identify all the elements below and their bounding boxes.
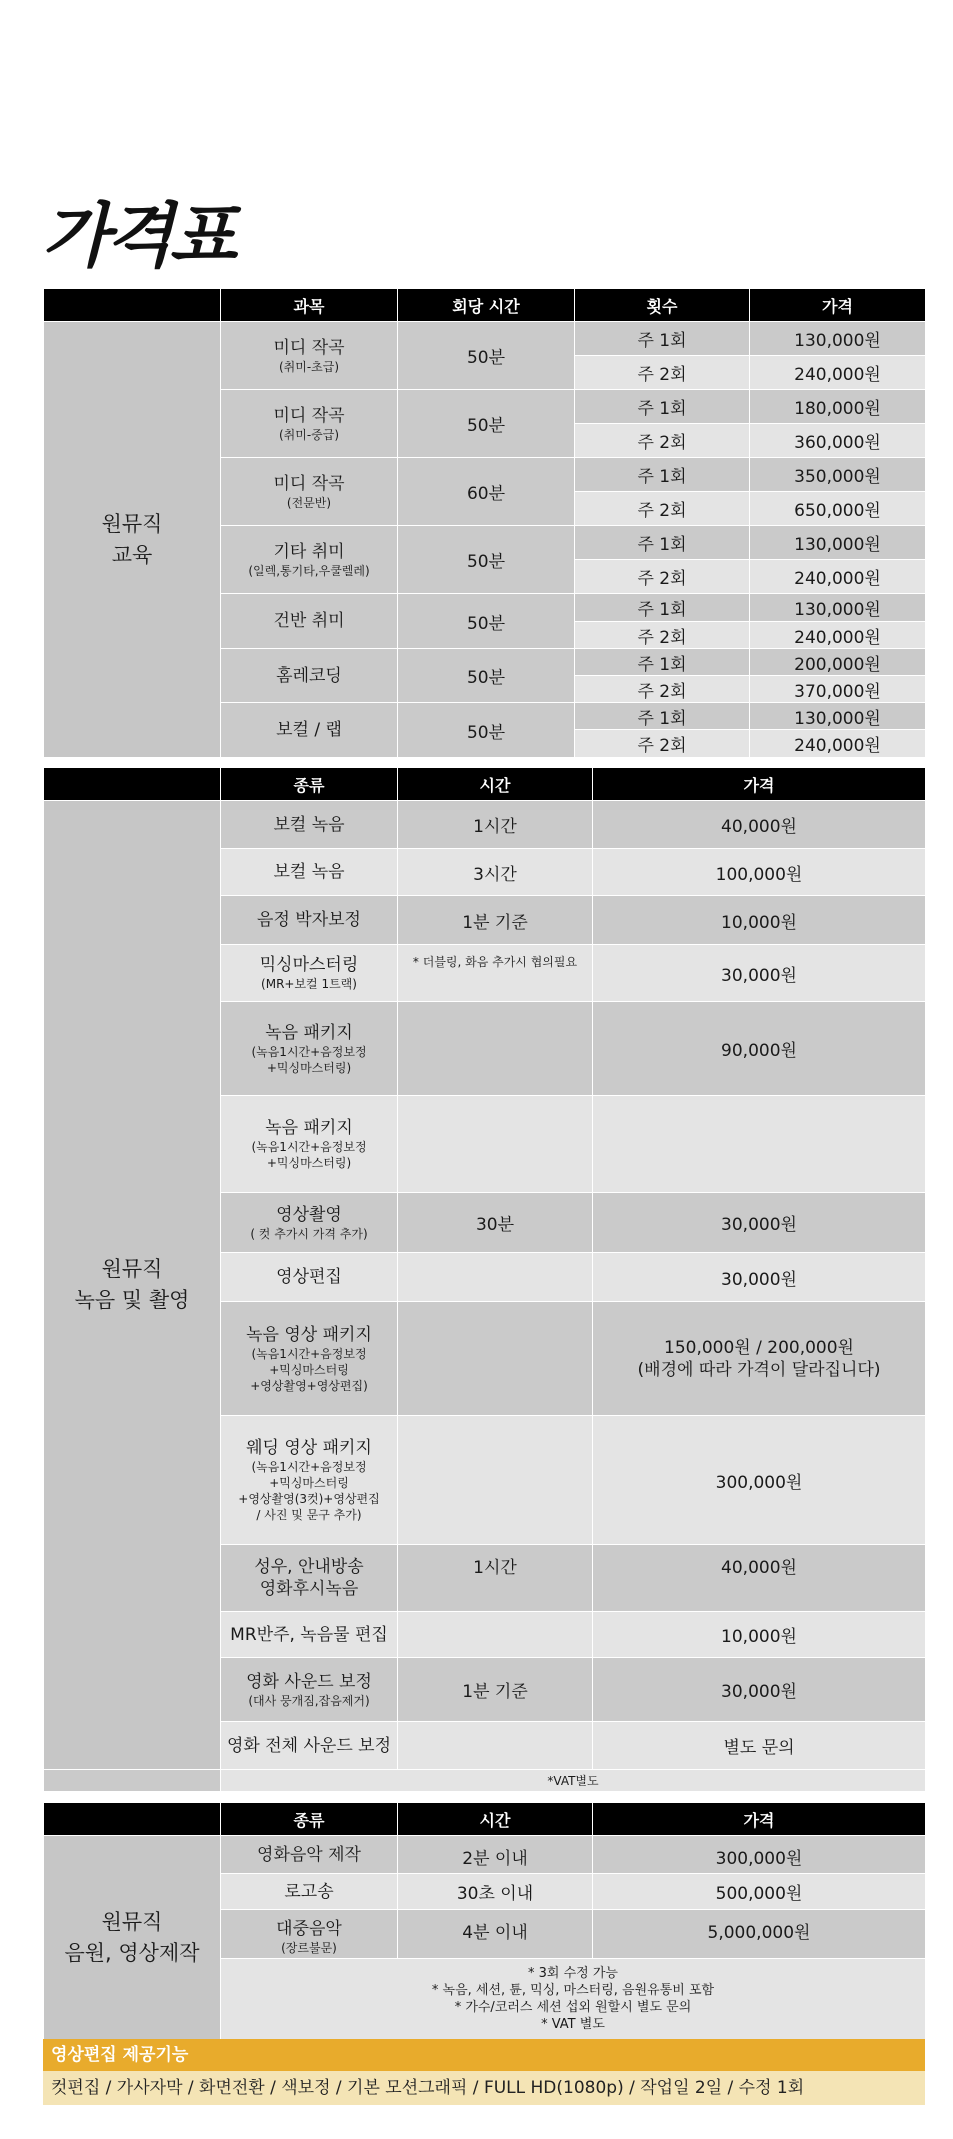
course-price: 240,000원	[750, 622, 926, 649]
service-price: 별도 문의	[593, 1722, 926, 1770]
course-sub: (취미-중급)	[278, 427, 340, 442]
course-name: 홈레코딩	[276, 665, 342, 686]
service-name: 보컬 녹음	[273, 814, 345, 835]
service-time-empty	[398, 1612, 593, 1658]
course-name-cell	[221, 649, 398, 703]
header-session-time: 회당 시간	[398, 289, 575, 322]
service-name-cell	[221, 1722, 398, 1770]
service-name-cell	[221, 1302, 398, 1416]
service-time: 1분 기준	[398, 896, 593, 945]
header-subject: 과목	[221, 289, 398, 322]
course-frequency: 주 1회	[575, 594, 750, 622]
service-price: 30,000원	[593, 1658, 926, 1722]
course-frequency: 주 2회	[575, 424, 750, 458]
service-name: 믹싱마스터링	[259, 955, 359, 975]
course-name-cell	[221, 322, 398, 390]
video-edit-title-bar: 영상편집 제공기능	[43, 2039, 925, 2071]
service-name-2: 영화후시녹음	[259, 1579, 359, 1599]
category-line-2: 녹음 및 촬영	[74, 1288, 190, 1312]
course-price: 240,000원	[750, 356, 926, 390]
service-name-cell	[221, 1096, 398, 1193]
service-name: 영상촬영	[276, 1204, 342, 1225]
product-name: 로고송	[284, 1881, 334, 1902]
production-notes	[221, 1959, 926, 2040]
video-edit-features: 컷편집 / 가사자막 / 화면전환 / 색보정 / 기본 모션그래픽 / FULL HD(1080p) / 작업일 2일 / 수정 1회	[43, 2071, 925, 2105]
service-price: 10,000원	[593, 1612, 926, 1658]
product-name-cell	[221, 1836, 398, 1874]
course-price: 130,000원	[750, 322, 926, 356]
service-price: 150,000원 / 200,000원	[664, 1337, 854, 1358]
category-line-1: 원뮤직	[101, 1909, 163, 1934]
course-price: 130,000원	[750, 526, 926, 560]
service-price-note: (배경에 따라 가격이 달라집니다)	[637, 1359, 881, 1380]
note-line: * 녹음, 세션, 튠, 믹싱, 마스터링, 음원유통비 포함	[431, 1983, 715, 1998]
course-sub: (일렉,통기타,우쿨렐레)	[248, 563, 370, 578]
course-name-cell	[221, 703, 398, 758]
service-name: 웨딩 영상 패키지	[246, 1438, 372, 1458]
header-frequency: 횟수	[575, 289, 750, 322]
course-price: 370,000원	[750, 676, 926, 703]
service-name: 영화 전체 사운드 보정	[226, 1735, 391, 1756]
course-sub: (취미-초급)	[278, 359, 340, 374]
header-time: 시간	[398, 768, 593, 801]
course-name: 보컬 / 랩	[276, 720, 342, 740]
category-line-1: 원뮤직	[101, 1257, 163, 1281]
service-sub: +영상촬영+영상편집)	[250, 1378, 368, 1393]
course-name-cell	[221, 458, 398, 526]
recording-price-table	[43, 767, 926, 1792]
service-name: 영상편집	[276, 1267, 342, 1287]
header-type: 종류	[221, 768, 398, 801]
education-price-table	[43, 288, 926, 758]
service-name-cell	[221, 849, 398, 896]
course-name: 건반 취미	[273, 611, 345, 631]
category-line-1: 원뮤직	[101, 511, 163, 536]
product-time: 2분 이내	[398, 1836, 593, 1874]
category-line-2: 음원, 영상제작	[64, 1940, 200, 1965]
table-header-blank	[44, 768, 221, 801]
service-sub: (녹음1시간+음정보정	[251, 1460, 367, 1474]
course-time: 50분	[398, 322, 575, 390]
service-name-cell	[221, 1253, 398, 1302]
education-category	[44, 322, 221, 758]
service-time: 3시간	[398, 849, 593, 896]
service-name-cell	[221, 896, 398, 945]
vat-blank	[44, 1770, 221, 1792]
service-price-empty	[593, 1096, 926, 1193]
service-name-cell	[221, 1545, 398, 1612]
course-frequency: 주 1회	[575, 649, 750, 676]
service-name-cell	[221, 1193, 398, 1253]
product-time: 4분 이내	[398, 1910, 593, 1959]
course-frequency: 주 1회	[575, 703, 750, 730]
course-frequency: 주 2회	[575, 492, 750, 526]
service-name-cell	[221, 945, 398, 1002]
service-price: 40,000원	[593, 1545, 926, 1612]
course-name: 미디 작곡	[273, 337, 345, 358]
product-price: 500,000원	[593, 1874, 926, 1910]
course-price: 200,000원	[750, 649, 926, 676]
service-name-cell	[221, 1002, 398, 1096]
service-sub: (녹음1시간+음정보정	[251, 1140, 367, 1154]
course-time: 50분	[398, 649, 575, 703]
service-sub: +믹싱마스터링	[269, 1476, 349, 1490]
product-name: 대중음악	[276, 1919, 342, 1939]
service-name-cell	[221, 1416, 398, 1545]
service-sub: +믹싱마스터링	[269, 1362, 349, 1377]
service-time-empty	[398, 1302, 593, 1416]
course-sub: (전문반)	[286, 495, 332, 510]
service-name: MR반주, 녹음물 편집	[230, 1624, 388, 1645]
course-frequency: 주 2회	[575, 676, 750, 703]
course-name-cell	[221, 390, 398, 458]
service-sub: +믹싱마스터링)	[266, 1156, 352, 1170]
service-sub: +영상촬영(3컷)+영상편집	[238, 1492, 380, 1506]
course-frequency: 주 2회	[575, 560, 750, 594]
service-time: 1분 기준	[398, 1658, 593, 1722]
service-time-empty	[398, 1416, 593, 1545]
course-price: 350,000원	[750, 458, 926, 492]
product-price: 5,000,000원	[593, 1910, 926, 1959]
header-price: 가격	[750, 289, 926, 322]
note-line: * VAT 별도	[541, 2017, 605, 2032]
header-type: 종류	[221, 1803, 398, 1836]
course-frequency: 주 2회	[575, 730, 750, 758]
service-time: 1시간	[398, 801, 593, 849]
service-price-cell	[593, 1302, 926, 1416]
service-name-cell	[221, 1658, 398, 1722]
service-time-empty	[398, 1002, 593, 1096]
course-price: 240,000원	[750, 730, 926, 758]
course-name: 기타 취미	[273, 541, 345, 562]
production-price-table	[43, 1802, 926, 2040]
service-name: 성우, 안내방송	[254, 1557, 364, 1577]
course-frequency: 주 2회	[575, 622, 750, 649]
recording-category	[44, 801, 221, 1770]
service-name: 영화 사운드 보정	[246, 1671, 372, 1692]
service-price: 30,000원	[593, 945, 926, 1002]
course-frequency: 주 2회	[575, 356, 750, 390]
course-price: 180,000원	[750, 390, 926, 424]
note-line: * 가수/코러스 세션 섭외 원할시 별도 문의	[454, 2000, 692, 2015]
service-name: 음정 박자보정	[257, 910, 361, 930]
service-name-cell	[221, 801, 398, 849]
course-name: 미디 작곡	[273, 405, 345, 426]
course-frequency: 주 1회	[575, 458, 750, 492]
course-time: 50분	[398, 390, 575, 458]
service-price: 90,000원	[593, 1002, 926, 1096]
service-name-cell	[221, 1612, 398, 1658]
service-sub: +믹싱마스터링)	[266, 1060, 352, 1075]
course-price: 240,000원	[750, 560, 926, 594]
table-header-blank	[44, 289, 221, 322]
page-title: 가격표	[42, 195, 233, 277]
product-name-cell	[221, 1874, 398, 1910]
service-time-empty	[398, 1722, 593, 1770]
course-price: 650,000원	[750, 492, 926, 526]
course-price: 360,000원	[750, 424, 926, 458]
course-frequency: 주 1회	[575, 322, 750, 356]
service-price: 30,000원	[593, 1253, 926, 1302]
course-name-cell	[221, 594, 398, 649]
vat-note: *VAT별도	[221, 1770, 926, 1792]
service-sub: (녹음1시간+음정보정	[251, 1044, 367, 1059]
category-line-2: 교육	[111, 542, 153, 567]
course-price: 130,000원	[750, 594, 926, 622]
course-frequency: 주 1회	[575, 526, 750, 560]
service-sub: (MR+보컬 1트랙)	[261, 977, 357, 991]
course-price: 130,000원	[750, 703, 926, 730]
course-frequency: 주 1회	[575, 390, 750, 424]
product-price: 300,000원	[593, 1836, 926, 1874]
service-sub: (녹음1시간+음정보정	[251, 1346, 367, 1361]
service-price: 100,000원	[593, 849, 926, 896]
service-sub: / 사진 및 문구 추가)	[256, 1508, 362, 1522]
header-price: 가격	[593, 1803, 926, 1836]
table-header-blank	[44, 1803, 221, 1836]
service-sub: ( 컷 추가시 가격 추가)	[250, 1226, 368, 1241]
service-name: 녹음 패키지	[265, 1118, 353, 1138]
service-time-empty	[398, 1253, 593, 1302]
service-price: 30,000원	[593, 1193, 926, 1253]
course-name-cell	[221, 526, 398, 594]
course-time: 50분	[398, 526, 575, 594]
course-name: 미디 작곡	[273, 473, 345, 494]
note-line: * 3회 수정 가능	[528, 1966, 618, 1981]
service-time-empty	[398, 1096, 593, 1193]
service-time: 30분	[398, 1193, 593, 1253]
product-name-cell	[221, 1910, 398, 1959]
service-price: 10,000원	[593, 896, 926, 945]
product-sub: (장르불문)	[281, 1941, 337, 1955]
service-price: 300,000원	[593, 1416, 926, 1545]
service-name: 녹음 영상 패키지	[246, 1324, 372, 1345]
service-name: 보컬 녹음	[273, 862, 345, 882]
course-time: 50분	[398, 703, 575, 758]
production-category	[44, 1836, 221, 2040]
product-time: 30초 이내	[398, 1874, 593, 1910]
header-time: 시간	[398, 1803, 593, 1836]
service-sub: (대사 뭉개짐,잡음제거)	[248, 1693, 370, 1708]
service-price: 40,000원	[593, 801, 926, 849]
course-time: 60분	[398, 458, 575, 526]
course-time: 50분	[398, 594, 575, 649]
service-name: 녹음 패키지	[265, 1022, 353, 1043]
service-time: 1시간	[398, 1545, 593, 1612]
service-note: * 더블링, 화음 추가시 협의필요	[398, 945, 593, 1002]
header-price: 가격	[593, 768, 926, 801]
product-name: 영화음악 제작	[257, 1845, 361, 1865]
